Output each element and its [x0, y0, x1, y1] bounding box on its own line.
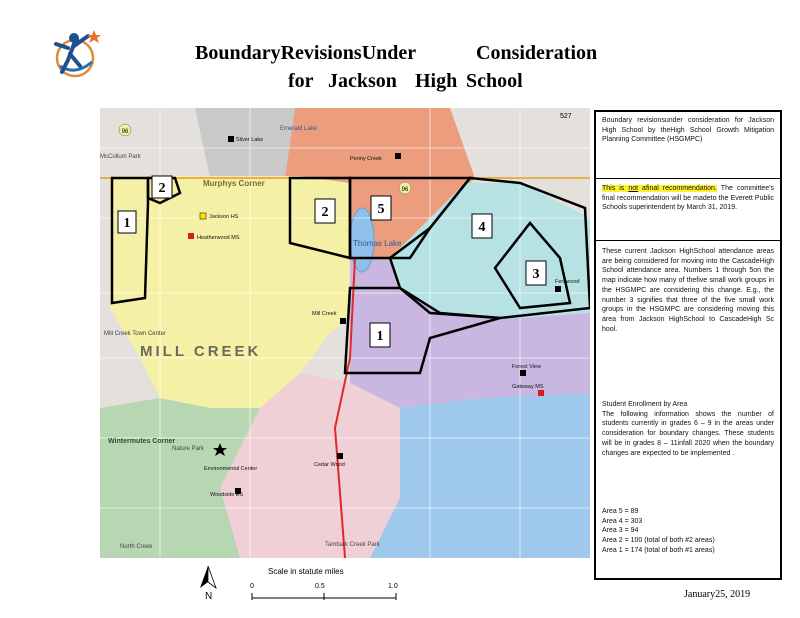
region-5-label: 5	[377, 202, 385, 217]
title-jackson: Jackson	[328, 70, 397, 92]
svg-text:Mill Creek: Mill Creek	[312, 311, 337, 317]
north-creek-label: North Creek	[120, 544, 153, 550]
boundary-map	[100, 108, 590, 558]
scale-tick-0: 0	[250, 583, 254, 590]
area-2-row: Area 2 = 100 (total of both #2 areas)	[602, 537, 715, 545]
title-school: School	[466, 70, 523, 92]
svg-text:Gateway MS: Gateway MS	[512, 384, 544, 390]
thomas-lake-label: Thomas Lake	[353, 239, 402, 248]
title-consideration: Consideration	[476, 42, 598, 64]
gray-area	[195, 108, 300, 178]
info-panel	[594, 110, 782, 580]
enrollment-heading: Student Enrollment by Area	[602, 401, 688, 408]
enrollment-text: The following information shows the number of students currently in grades 6 – 9 in the areas under consideration for boundary changes. These students will be in grades 8 – 11infall 2020 when the boundary changes are expected to be implemented .	[602, 410, 774, 457]
highway-label-96-east: 96	[401, 187, 409, 193]
region-2-center-label: 2	[321, 205, 329, 220]
svg-text:Fernwood: Fernwood	[555, 279, 580, 285]
north-arrow-icon	[200, 566, 216, 588]
panel-divider	[596, 178, 780, 179]
region-4-label: 4	[478, 220, 486, 235]
mccollum-park-label: McCollum Park	[100, 154, 141, 160]
region-1-center-label: 1	[376, 329, 384, 344]
panel-divider	[596, 240, 780, 241]
tambark-creek-park-label: Tambark Creek Park	[325, 542, 380, 548]
murphys-corner-label: Murphys Corner	[203, 179, 265, 188]
scale-title: Scale in statute miles	[268, 567, 344, 576]
area-1-row: Area 1 = 174 (total of both #1 areas)	[602, 546, 715, 554]
svg-text:Cedar Wood: Cedar Wood	[314, 462, 345, 468]
scale-tick-10: 1.0	[388, 583, 398, 590]
region-2-west-label: 2	[158, 181, 166, 196]
title-for: for	[288, 70, 314, 92]
area-enrollment-list	[602, 507, 774, 556]
svg-text:Environmental Center: Environmental Center	[204, 466, 258, 472]
wintermutes-corner-label: Wintermutes Corner	[108, 438, 176, 445]
note-not: not	[628, 185, 639, 192]
svg-text:Penny Creek: Penny Creek	[350, 156, 382, 162]
highway-label-96-west: 96	[121, 129, 129, 135]
area-5-row: Area 5 = 89	[602, 508, 639, 515]
title-boundary-revisions: BoundaryRevisionsUnder	[195, 42, 417, 64]
north-label: N	[205, 591, 213, 602]
svg-text:Forest View: Forest View	[512, 364, 541, 370]
note-highlight-pre: This is	[602, 185, 629, 192]
mill-creek-town-center-label: Mill Creek Town Center	[104, 331, 166, 337]
svg-text:Silver Lake: Silver Lake	[236, 137, 264, 143]
date-label: January25, 2019	[684, 589, 751, 600]
emerald-lake-label: Emerald Lake	[280, 126, 318, 132]
svg-text:Jackson HS: Jackson HS	[209, 214, 239, 220]
svg-text:Heatherwood MS: Heatherwood MS	[197, 235, 240, 241]
highway-label-527: 527	[560, 113, 572, 120]
region-1-west-label: 1	[123, 216, 131, 231]
note-rest: The committee's final recommendation will be madeto the Everett Public Schools superintendent by March 31, 2019.	[602, 185, 774, 212]
scale-bar	[190, 560, 420, 610]
area-4-row: Area 4 = 303	[602, 517, 643, 525]
region-3-label: 3	[532, 267, 540, 282]
panel-intro: Boundary revisionsunder consideration for Jackson High School by theHigh School Growth Mitigation Planning Committee (HSGMPC)	[602, 117, 774, 144]
school-jackson-hs	[200, 213, 239, 220]
scale-tick-05: 0.5	[315, 583, 325, 590]
panel-body-explanation: These current Jackson HighSchool attendance areas are being considered for moving into the CascadeHigh School attendance area. Numbers 1 through 5on the map indicate how many of thefive small work groups in the HSGMPC are considering this change. E.g., the number 3 signifies that three of the five small work groups in the HSGMPC are considering moving this area from Jackson HighSchool to CascadeHigh Sc hool.	[602, 248, 774, 333]
school-silver-lake	[228, 136, 263, 143]
area-3-row: Area 3 = 94	[602, 527, 639, 535]
svg-text:Woodside ES: Woodside ES	[210, 492, 244, 498]
title-high: High	[415, 70, 458, 92]
note-highlight-mid: afinal recommendation.	[638, 185, 717, 192]
blue-area	[370, 393, 590, 558]
panel-enrollment	[602, 400, 774, 458]
nature-park-label: Nature Park	[172, 446, 205, 452]
mill-creek-city-label: MILL CREEK	[140, 343, 262, 360]
district-logo	[48, 26, 104, 82]
panel-note	[602, 184, 774, 213]
